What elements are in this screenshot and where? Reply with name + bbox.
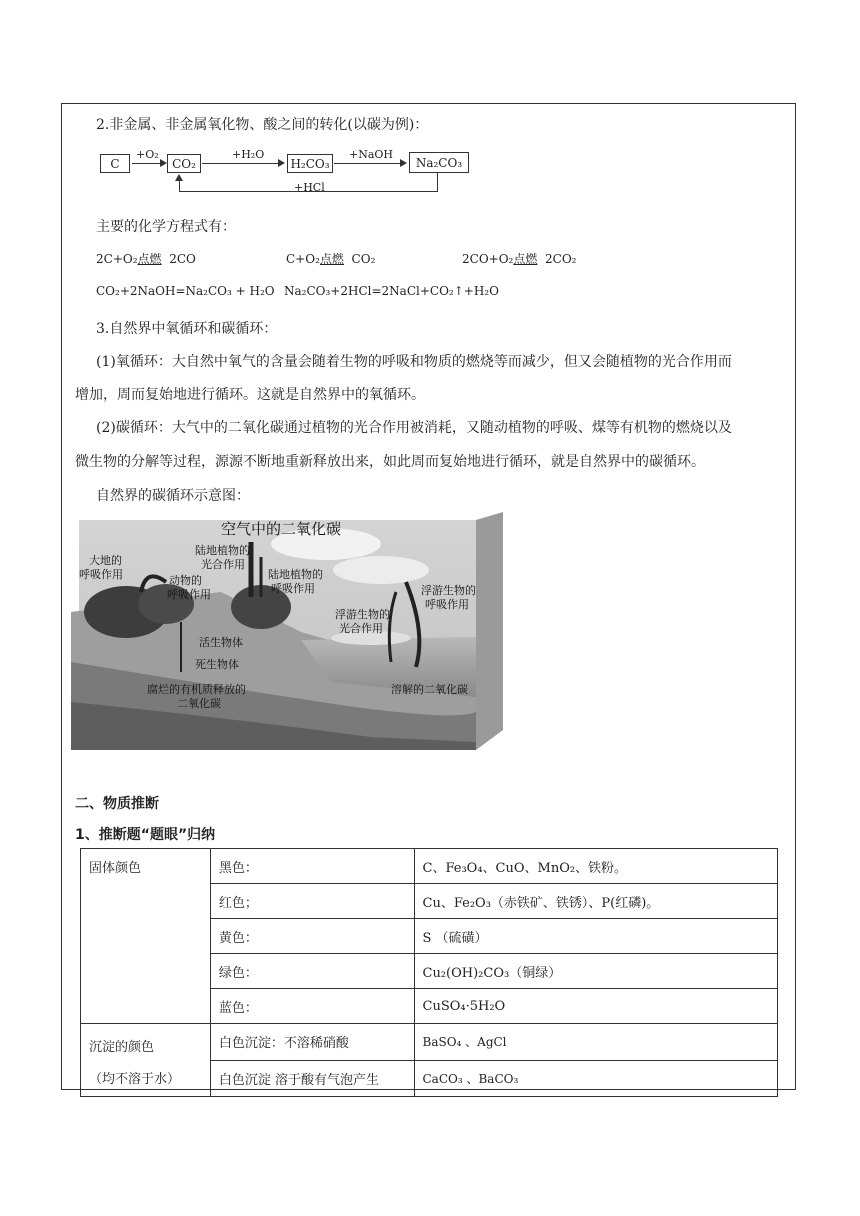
section2-title: 2.非金属、非金属氧化物、酸之间的转化(以碳为例)： xyxy=(96,117,429,133)
flow-arrowhead-2 xyxy=(278,159,285,167)
equation-2-products: CO₂ xyxy=(351,252,376,266)
row-value-green: Cu₂(OH)₂CO₃（铜绿） xyxy=(414,954,778,989)
equation-3-reactants: 2CO+O₂ xyxy=(462,252,514,266)
label-decay-2: 二氧化碳 xyxy=(177,697,221,710)
equation-1-reactants: 2C+O₂ xyxy=(96,252,138,266)
row-value-red: Cu、Fe₂O₃（赤铁矿、铁锈）、P(红磷)。 xyxy=(414,884,778,919)
label-plankton-photo-2: 光合作用 xyxy=(339,622,383,635)
equation-3-products: 2CO₂ xyxy=(545,252,577,266)
label-animal-resp-1: 动物的 xyxy=(169,574,202,587)
label-air-co2: 空气中的二氧化碳 xyxy=(221,520,342,538)
flow-box-h2co3: H₂CO₃ xyxy=(287,154,333,173)
label-plant-resp-2: 呼吸作用 xyxy=(271,582,315,595)
row-value-yellow: S （硫磺） xyxy=(414,919,778,954)
carbon-cycle-line1: (2)碳循环：大气中的二氧化碳通过植物的光合作用被消耗，又随动植物的呼吸、煤等有机物的燃烧以及 xyxy=(96,420,732,436)
flow-arrow-1 xyxy=(132,163,160,164)
oxygen-cycle-line2: 增加，周而复始地进行循环。这就是自然界中的氧循环。 xyxy=(75,387,425,403)
row-label-red: 红色； xyxy=(210,884,414,919)
carbon-cycle-illustration xyxy=(71,512,509,780)
equation-2 xyxy=(286,250,375,267)
block-side-face xyxy=(476,512,503,750)
oxygen-cycle-line1: (1)氧循环：大自然中氧气的含量会随着生物的呼吸和物质的燃烧等而减少，但又会随植物的光合作用而 xyxy=(96,354,732,370)
flow-label-o2: +O₂ xyxy=(136,148,159,161)
label-land-photo-2: 光合作用 xyxy=(201,558,245,571)
equation-3 xyxy=(462,250,576,267)
flow-label-naoh: +NaOH xyxy=(349,148,394,161)
row-value-white-insoluble: BaSO₄ 、AgCl xyxy=(414,1024,778,1061)
label-decay-1: 腐烂的有机质释放的 xyxy=(147,683,246,696)
flow-arrowhead-3 xyxy=(400,159,407,167)
flow-arrowhead-1 xyxy=(160,159,167,167)
precipitate-color-title: 沉淀的颜色 xyxy=(89,1040,155,1055)
solid-color-header: 固体颜色 xyxy=(81,849,211,1024)
section3-title: 3.自然界中氧循环和碳循环： xyxy=(96,321,278,337)
precipitate-color-header xyxy=(81,1024,211,1097)
label-dissolved: 溶解的二氧化碳 xyxy=(391,683,468,696)
flow-label-h2o: +H₂O xyxy=(232,148,265,161)
table-row xyxy=(81,849,778,884)
part2-subheading: 1、推断题“题眼”归纳 xyxy=(75,827,216,843)
inference-table xyxy=(80,848,778,1097)
diagram-intro: 自然界的碳循环示意图： xyxy=(96,488,250,504)
main-equations-title: 主要的化学方程式有： xyxy=(96,219,236,235)
equation-3-condition: 点燃 xyxy=(513,252,538,266)
cloud-2 xyxy=(333,556,429,584)
flow-label-hcl: +HCl xyxy=(294,181,325,194)
row-label-black: 黑色： xyxy=(210,849,414,884)
equation-2-condition: 点燃 xyxy=(319,252,344,266)
equation-2-reactants: C+O₂ xyxy=(286,252,320,266)
row-label-white-acid-soluble: 白色沉淀 溶于酸有气泡产生 xyxy=(210,1060,414,1097)
flow-box-co2: CO₂ xyxy=(167,154,201,173)
equation-4: CO₂+2NaOH=Na₂CO₃ + H₂O xyxy=(96,284,275,298)
flow-return-arrowhead xyxy=(175,174,183,181)
label-living: 活生物体 xyxy=(199,636,243,649)
flow-return-line-down xyxy=(437,173,438,192)
label-animal-resp-2: 呼吸作用 xyxy=(167,588,211,601)
row-value-black: C、Fe₃O₄、CuO、MnO₂、铁粉。 xyxy=(414,849,778,884)
flow-box-na2co3: Na₂CO₃ xyxy=(409,152,469,173)
flow-arrow-2 xyxy=(202,163,278,164)
carbon-cycle-line2: 微生物的分解等过程，源源不断地重新释放出来，如此周而复始地进行循环，就是自然界中的碳循环。 xyxy=(75,454,705,470)
table-row xyxy=(81,1024,778,1061)
row-label-white-insoluble: 白色沉淀：不溶稀硝酸 xyxy=(210,1024,414,1061)
row-value-blue: CuSO₄·5H₂O xyxy=(414,989,778,1024)
label-dead: 死生物体 xyxy=(195,658,239,671)
flow-arrow-3 xyxy=(334,163,400,164)
equation-1-condition: 点燃 xyxy=(137,252,162,266)
row-label-green: 绿色： xyxy=(210,954,414,989)
equation-1-products: 2CO xyxy=(169,252,196,266)
label-plankton-resp-2: 呼吸作用 xyxy=(425,598,469,611)
label-earth-resp-1: 大地的 xyxy=(89,554,122,567)
row-value-white-acid-soluble: CaCO₃ 、BaCO₃ xyxy=(414,1060,778,1097)
flow-box-c: C xyxy=(100,154,130,173)
row-label-yellow: 黄色： xyxy=(210,919,414,954)
label-plant-resp-1: 陆地植物的 xyxy=(268,568,323,581)
precipitate-color-note: （均不溶于水） xyxy=(89,1072,181,1087)
part2-heading: 二、物质推断 xyxy=(75,796,159,812)
equation-5: Na₂CO₃+2HCl=2NaCl+CO₂↑+H₂O xyxy=(284,284,499,298)
label-land-photo-1: 陆地植物的 xyxy=(195,544,250,557)
label-plankton-photo-1: 浮游生物的 xyxy=(335,608,390,621)
label-earth-resp-2: 呼吸作用 xyxy=(79,568,123,581)
equation-1 xyxy=(96,250,196,267)
label-plankton-resp-1: 浮游生物的 xyxy=(421,584,476,597)
row-label-blue: 蓝色： xyxy=(210,989,414,1024)
